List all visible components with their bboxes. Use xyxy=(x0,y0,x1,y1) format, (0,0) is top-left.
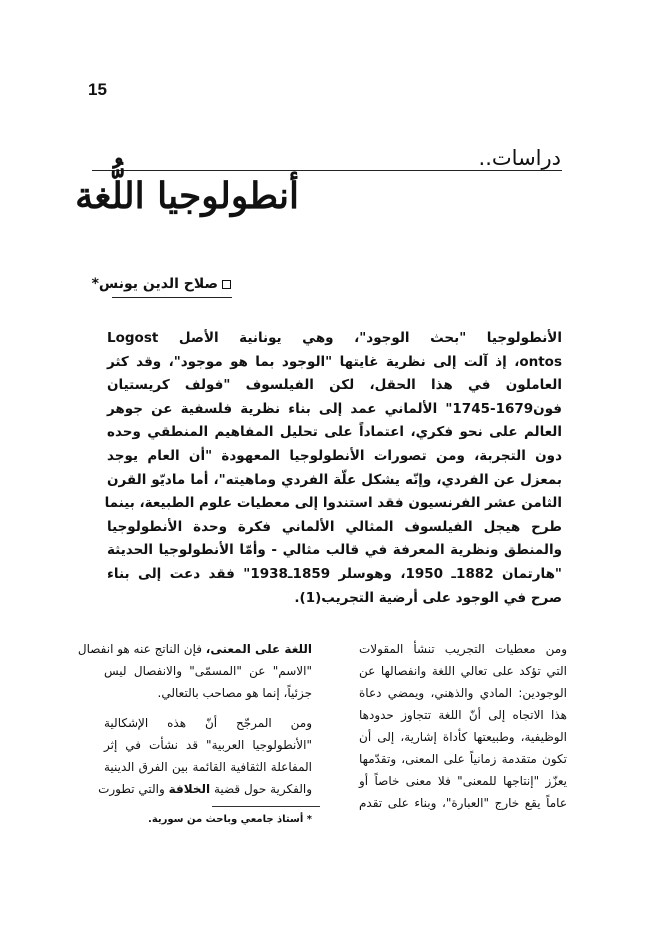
body-column-left xyxy=(77,638,312,800)
bold-phrase: اللغة على المعنى، xyxy=(205,642,312,656)
author-name: صلاح الدين يونس* xyxy=(91,276,218,292)
body-column-right xyxy=(359,638,567,814)
abstract-line: صرح في الوجود على أرضية التجريب(1). xyxy=(294,589,562,606)
body-line: هذا الاتجاه إلى أنّ اللغة تتجاوز حدودها xyxy=(359,708,567,722)
abstract-line: بمعزل عن الفردي، وإنّه يشكل علّة الفردي وماهيته"، أما ماديّو القرن xyxy=(107,471,562,488)
page-number: 15 xyxy=(88,80,107,99)
body-line: عاماً يقع خارج "العبارة"، وبناء على تقدم xyxy=(359,796,567,810)
body-line: يعزّز "إنتاجها للمعنى" فلا معنى خاصاً أو xyxy=(359,774,567,788)
body-line: التي تؤكد على تعالي اللغة وانفصالها عن xyxy=(359,664,567,678)
square-bullet-icon xyxy=(222,280,231,289)
author-divider xyxy=(112,297,232,298)
body-line: المفاعلة الثقافية القائمة بين الفرق الدينية xyxy=(104,760,312,774)
section-label: دراسات.. xyxy=(478,146,561,170)
article-title: أنطولوجيا اللُّغة xyxy=(75,175,299,217)
body-line: ومن معطيات التجريب تنشأ المقولات xyxy=(359,642,567,656)
body-line: "الأنطولوجيا العربية" قد نشأت في إثر xyxy=(104,738,312,752)
section-divider xyxy=(92,170,562,171)
abstract-line: ontos، إذ آلت إلى نظرية غايتها "الوجود بما هو موجود"، وقد كثر xyxy=(107,353,562,370)
abstract-line: فون1679-1745" الألماني عمد إلى بناء نظرية فلسفية عن جوهر xyxy=(107,400,562,417)
body-line: تكون متقدمة زمانياً على المعنى، وتقدّمها xyxy=(359,752,567,766)
abstract-line: الأنطولوجيا "بحث الوجود"، وهي يونانية الأصل Logost xyxy=(107,330,562,346)
bold-phrase: الخلافة xyxy=(168,782,211,796)
paragraph-gap xyxy=(104,704,312,712)
abstract-paragraph xyxy=(104,327,562,610)
abstract-line: الثامن عشر الفرنسيون فقد استندوا إلى معطيات علوم الطبيعة، بينما xyxy=(104,495,562,512)
abstract-line: والمنطق ونظرية المعرفة في قالب مثالي - وأمّا الأنطولوجيا الحديثة xyxy=(107,542,562,559)
body-line: جزئياً، إنما هو مصاحب بالتعالي. xyxy=(157,686,312,700)
body-text: والتي تطورت xyxy=(98,782,165,796)
abstract-line: "هارتمان 1882ـ 1950، وهوسلر 1859ـ1938" فقد دعت إلى بناء xyxy=(107,565,562,582)
author-byline xyxy=(92,276,231,292)
body-line: ومن المرجّح أنّ هذه الإشكالية xyxy=(104,716,312,730)
footnote: * أستاذ جامعي وباحث من سورية. xyxy=(148,814,312,825)
body-line xyxy=(77,638,312,660)
body-text: والفكرية حول قضية xyxy=(213,782,312,796)
abstract-line: طرح هيجل الفيلسوف المثالي الألماني فكرة وحدة الأنطولوجيا xyxy=(107,518,562,535)
abstract-line: العالم على نحو فكري، اعتماداً على تحليل المفاهيم المنطقي وحده xyxy=(107,424,562,441)
footnote-divider xyxy=(212,806,320,807)
body-text: فإن الناتج عنه هو انفصال xyxy=(77,642,202,656)
body-line: "الاسم" عن "المسمّى" والانفصال ليس xyxy=(104,664,312,678)
abstract-line: دون التجربة، ومن تصورات الأنطولوجيا المعهودة "أن العام يوجد xyxy=(107,447,562,464)
body-line: الوظيفية، وطبيعتها كأداة إشارية، إلى أن xyxy=(359,730,567,744)
body-line: الوجودين: المادي والذهني، ويمضي دعاة xyxy=(359,686,567,700)
abstract-line: العاملون في هذا الحقل، لكن الفيلسوف "فولف كريستيان xyxy=(107,377,562,394)
body-line xyxy=(98,778,312,800)
